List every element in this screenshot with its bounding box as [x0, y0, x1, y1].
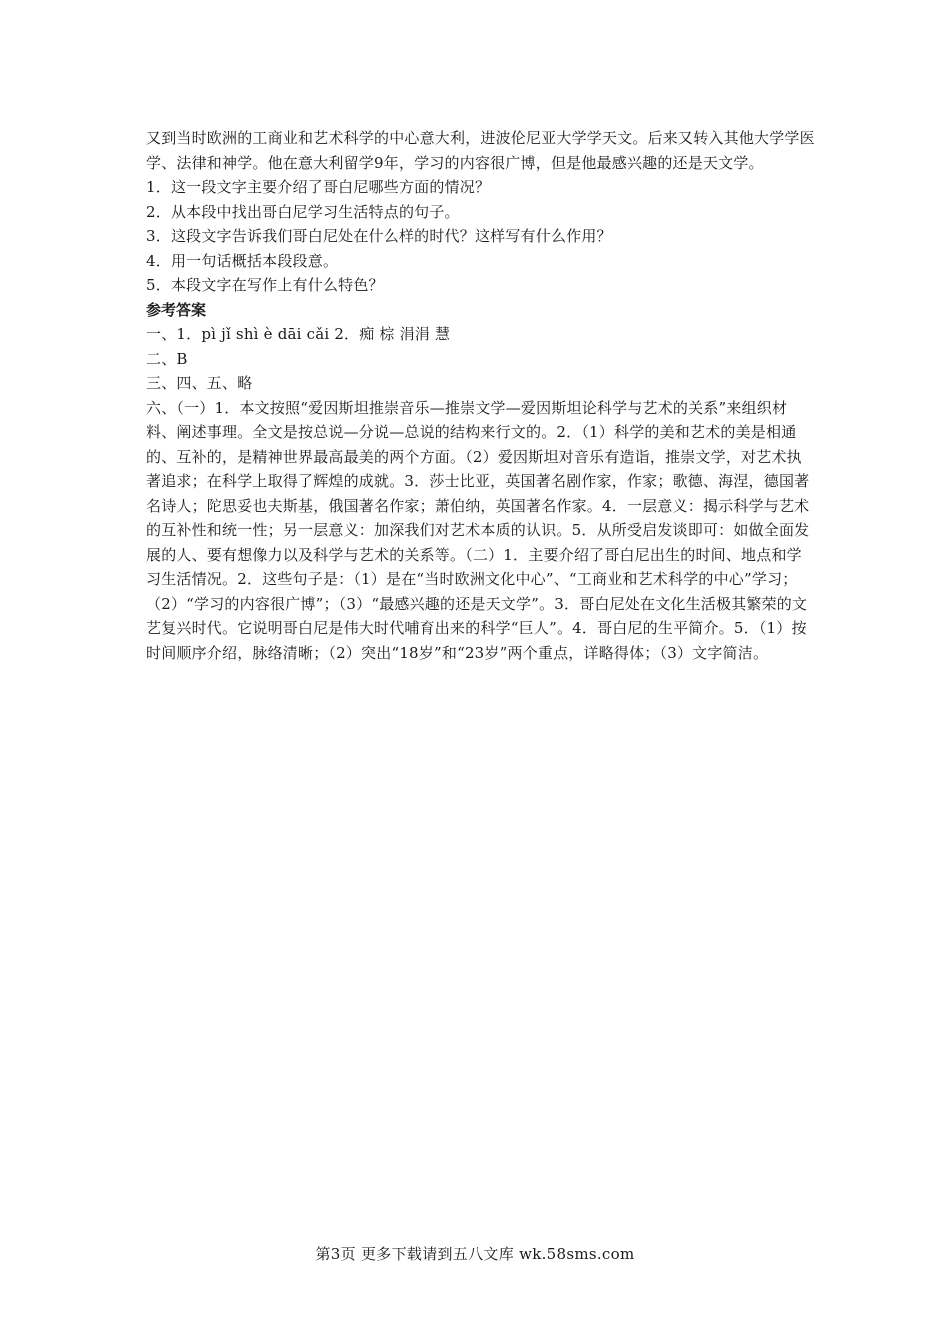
answers-heading: 参考答案: [146, 300, 207, 319]
answer-section-6: 六、（一）1．本文按照“爱因斯坦推崇音乐—推崇文学—爱因斯坦论科学与艺术的关系”来组织材料、阐述事理。全文是按总说—分说—总说的结构来行文的。2．（1）科学的美和艺术的美是相通的、互补的，是精神世界最高最美的两个方面。（2）爱因斯坦对音乐有造诣，推崇文学，对艺术执著追求；在科学上取得了辉煌的成就。3．莎士比亚，英国著名剧作家，作家；歌德、海涅，德国著名诗人；陀思妥也夫斯基，俄国著名作家；萧伯纳，英国著名作家。4．一层意义：揭示科学与艺术的互补性和统一性；另一层意义：加深我们对艺术本质的认识。5．从所受启发谈即可：如做全面发展的人、要有想像力以及科学与艺术的关系等。（二）1．主要介绍了哥白尼出生的时间、地点和学习生活情况。2．这些句子是：（1）是在“当时欧洲文化中心”、“工商业和艺术科学的中心”学习；（2）“学习的内容很广博”；（3）“最感兴趣的还是天文学”。3．哥白尼处在文化生活极其繁荣的文艺复兴时代。它说明哥白尼是伟大时代哺育出来的科学“巨人”。4．哥白尼的生平简介。5．（1）按时间顺序介绍，脉络清晰；（2）突出“18岁”和“23岁”两个重点，详略得体；（3）文字简洁。: [146, 398, 810, 662]
intro-paragraph: 又到当时欧洲的工商业和艺术科学的中心意大利，进波伦尼亚大学学天文。后来又转入其他大学学医学、法律和神学。他在意大利留学9年，学习的内容很广博，但是他最感兴趣的还是天文学。: [146, 129, 815, 172]
document-body: [146, 126, 816, 665]
answer-section-2: 二、B: [146, 349, 188, 368]
question-1: 1．这一段文字主要介绍了哥白尼哪些方面的情况？: [146, 178, 491, 196]
question-3: 3．这段文字告诉我们哥白尼处在什么样的时代？这样写有什么作用？: [146, 227, 612, 245]
answer-section-3: 三、四、五、略: [146, 374, 253, 392]
question-2: 2．从本段中找出哥白尼学习生活特点的句子。: [146, 202, 460, 221]
question-5: 5．本段文字在写作上有什么特色？: [146, 276, 384, 294]
answer-section-1: 一、1．pì jǐ shì è dāi cǎi 2．痴 棕 涓涓 慧: [146, 325, 451, 343]
question-4: 4．用一句话概括本段段意。: [146, 251, 339, 270]
page-footer: 第3页 更多下载请到五八文库 wk.58sms.com: [315, 1245, 635, 1263]
